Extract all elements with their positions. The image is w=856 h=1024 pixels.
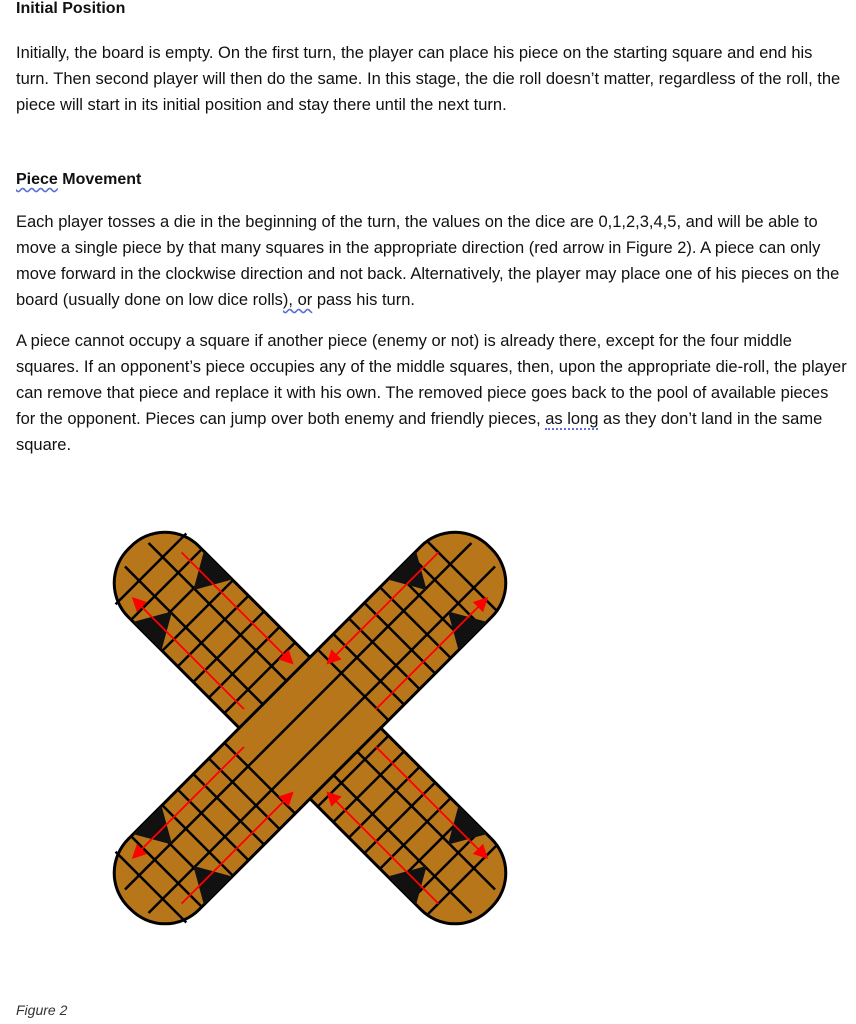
initial-position-heading: Initial Position	[16, 0, 126, 17]
movement-paragraph-1-text: Each player tosses a die in the beginning of the turn, the values on the dice are 0,1,2,3,4,5, and will be able to move a single piece by that many squares in the appropriate direction (red arrow in Figure 2). A piece can only move forward in the clockwise direction and not back. Alternatively, the player may place one of his pieces on the board (usually done on low dice rolls	[16, 213, 840, 309]
movement-paragraph-2	[16, 328, 848, 458]
initial-position-paragraph: Initially, the board is empty. On the first turn, the player can place his piece on the starting square and end his turn. Then second player will then do the same. In this stage, the die roll doesn’t matter, regardless of the roll, the piece will start in its initial position and stay there until the next turn.	[16, 44, 841, 114]
heading-word-piece: Piece	[16, 171, 58, 188]
grammar-mark-as-long: as long	[545, 410, 599, 428]
piece-movement-heading	[16, 171, 141, 189]
movement-paragraph-1-tail: pass his turn.	[312, 291, 415, 309]
movement-paragraph-2-tail: as they don’t land in the same square.	[16, 410, 823, 454]
cross-board	[94, 512, 525, 943]
board-figure	[60, 478, 560, 978]
grammar-mark-or: ), or	[282, 291, 313, 309]
movement-paragraph-2-text: A piece cannot occupy a square if another piece (enemy or not) is already there, except for the four middle squares. If an opponent’s piece occupies any of the middle squares, then, upon the appropriate die-roll, the player can remove that piece and replace it with his own. The removed piece goes back to the pool of available pieces for the opponent. Pieces can jump over both enemy and friendly pieces,	[16, 332, 847, 428]
heading-word-movement: Movement	[57, 171, 142, 188]
movement-paragraph-1	[16, 209, 848, 313]
figure-caption: Figure 2	[16, 1002, 68, 1018]
